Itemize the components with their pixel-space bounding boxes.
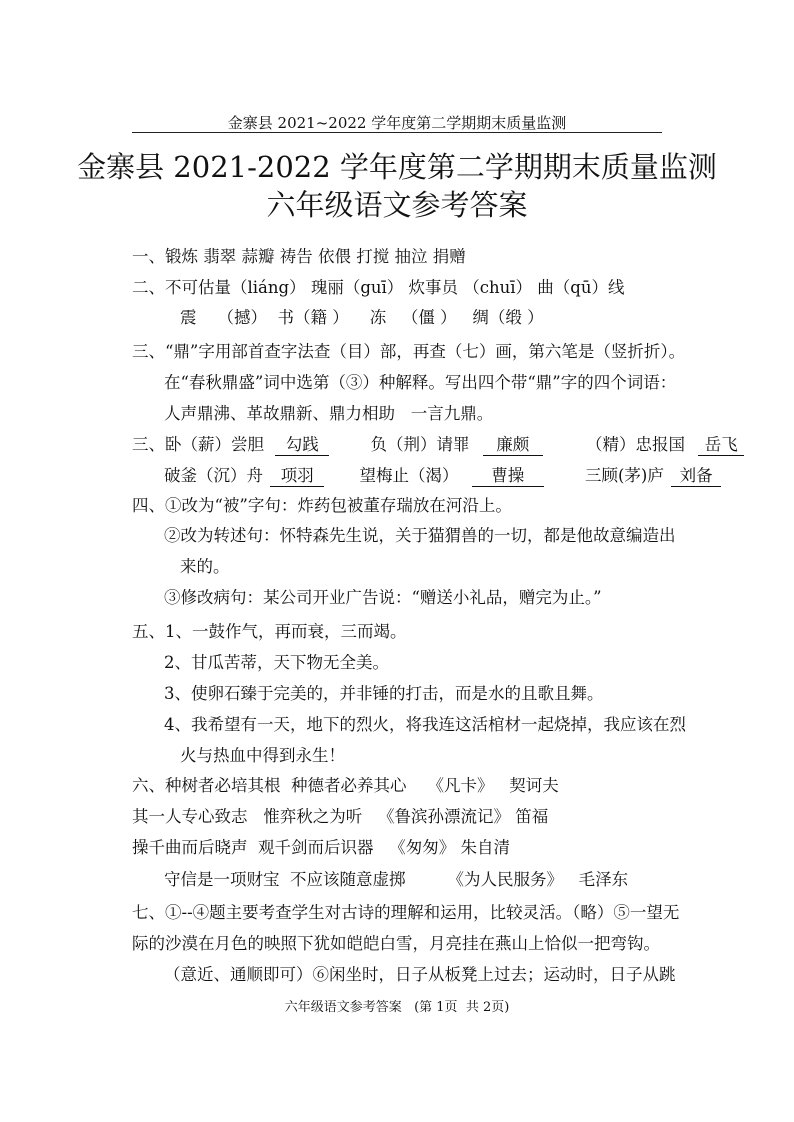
- section-4-line-1: 四、①改为“被”字句：炸药包被董存瑞放在河沿上。: [132, 496, 512, 515]
- idiom-4-prompt: 破釜（沉）舟: [164, 466, 263, 485]
- idiom-5-prompt: 望梅止（渴）: [359, 466, 459, 485]
- idiom-2-prompt: 负（荆）请罪: [370, 435, 470, 454]
- idiom-3-prompt: （精）忠报国: [586, 435, 685, 454]
- section-7-line-3: （意近、通顺即可）⑥闲坐时，日子从板凳上过去；运动时，日子从跳: [164, 965, 676, 984]
- section-5-line-2: 2、甘瓜苦蒂，天下物无全美。: [164, 653, 389, 672]
- document-title: 金寨县 2021-2022 学年度第二学期期末质量监测: [77, 150, 717, 184]
- idiom-5-answer: 曹操: [472, 467, 544, 487]
- section-2-line-1: 二、不可估量（liáng） 瑰丽（guī） 炊事员 （chuī） 曲（qū）线: [132, 278, 625, 297]
- section-2-line-2: 震 （撼） 书（籍 ） 冻 （僵 ） 绸（缎 ）: [180, 308, 544, 327]
- page-footer: 六年级语文参考答案 (第 1页 共 2页): [284, 1000, 510, 1015]
- idiom-6-prompt: 三顾(茅)庐: [585, 466, 664, 485]
- idiom-1-prompt: 三、卧（薪）尝胆: [132, 435, 264, 454]
- section-3b-line-1: [132, 431, 744, 456]
- section-5-line-4: 4、我希望有一天，地下的烈火，将我连这活棺材一起烧掉，我应该在烈: [164, 715, 686, 734]
- section-4-line-4: ③修改病句：某公司开业广告说：“赠送小礼品，赠完为止。”: [164, 588, 602, 607]
- section-3-line-2: 在“春秋鼎盛”词中选第（③）种解释。写出四个带“鼎”字的四个词语：: [164, 373, 677, 392]
- section-6-line-2: 其一人专心致志 惟弈秋之为听 《鲁滨孙漂流记》 笛福: [132, 807, 549, 826]
- section-7-line-2: 际的沙漠在月色的映照下犹如皑皑白雪，月亮挂在燕山上恰似一把弯钩。: [132, 934, 660, 953]
- section-3-line-3: 人声鼎沸、革故鼎新、鼎力相助 一言九鼎。: [164, 404, 494, 423]
- section-3-line-1: 三、“鼎”字用部首查字法查（目）部，再查（七）画，第六笔是（竖折折）。: [132, 342, 686, 361]
- section-6-line-1: 六、种树者必培其根 种德者必养其心 《凡卡》 契诃夫: [132, 776, 559, 795]
- section-1-line: 一、锻炼 翡翠 蒜瓣 祷告 依偎 打搅 抽泣 捐赠: [132, 247, 466, 266]
- idiom-3-answer: 岳飞: [698, 436, 744, 456]
- section-6-line-4: 守信是一项财宝 不应该随意虚掷 《为人民服务》 毛泽东: [164, 870, 629, 889]
- section-7-line-1: 七、①--④题主要考查学生对古诗的理解和运用，比较灵活。（略）⑤一望无: [132, 903, 680, 922]
- idiom-1-answer: 勾践: [275, 436, 329, 456]
- idiom-2-answer: 廉颇: [483, 436, 543, 456]
- running-header: 金寨县 2021~2022 学年度第二学期期末质量监测: [227, 114, 567, 132]
- header-rule: [132, 132, 662, 133]
- section-5-line-3: 3、使卵石臻于完美的，并非锤的打击，而是水的且歌且舞。: [164, 684, 604, 703]
- document-subtitle: 六年级语文参考答案: [266, 188, 528, 222]
- section-6-line-3: 操千曲而后晓声 观千剑而后识器 《匆匆》 朱自清: [132, 838, 510, 857]
- section-3b-line-2: [164, 462, 721, 487]
- idiom-4-answer: 项羽: [270, 467, 324, 487]
- section-5-line-5: 火与热血中得到永生！: [180, 746, 345, 765]
- section-4-line-2: ②改为转述句：怀特森先生说，关于猫猬兽的一切，都是他故意编造出: [164, 526, 676, 545]
- section-5-line-1: 五、1、一鼓作气，再而衰，三而竭。: [132, 622, 407, 641]
- section-4-line-3: 来的。: [180, 557, 230, 576]
- idiom-6-answer: 刘备: [671, 467, 721, 487]
